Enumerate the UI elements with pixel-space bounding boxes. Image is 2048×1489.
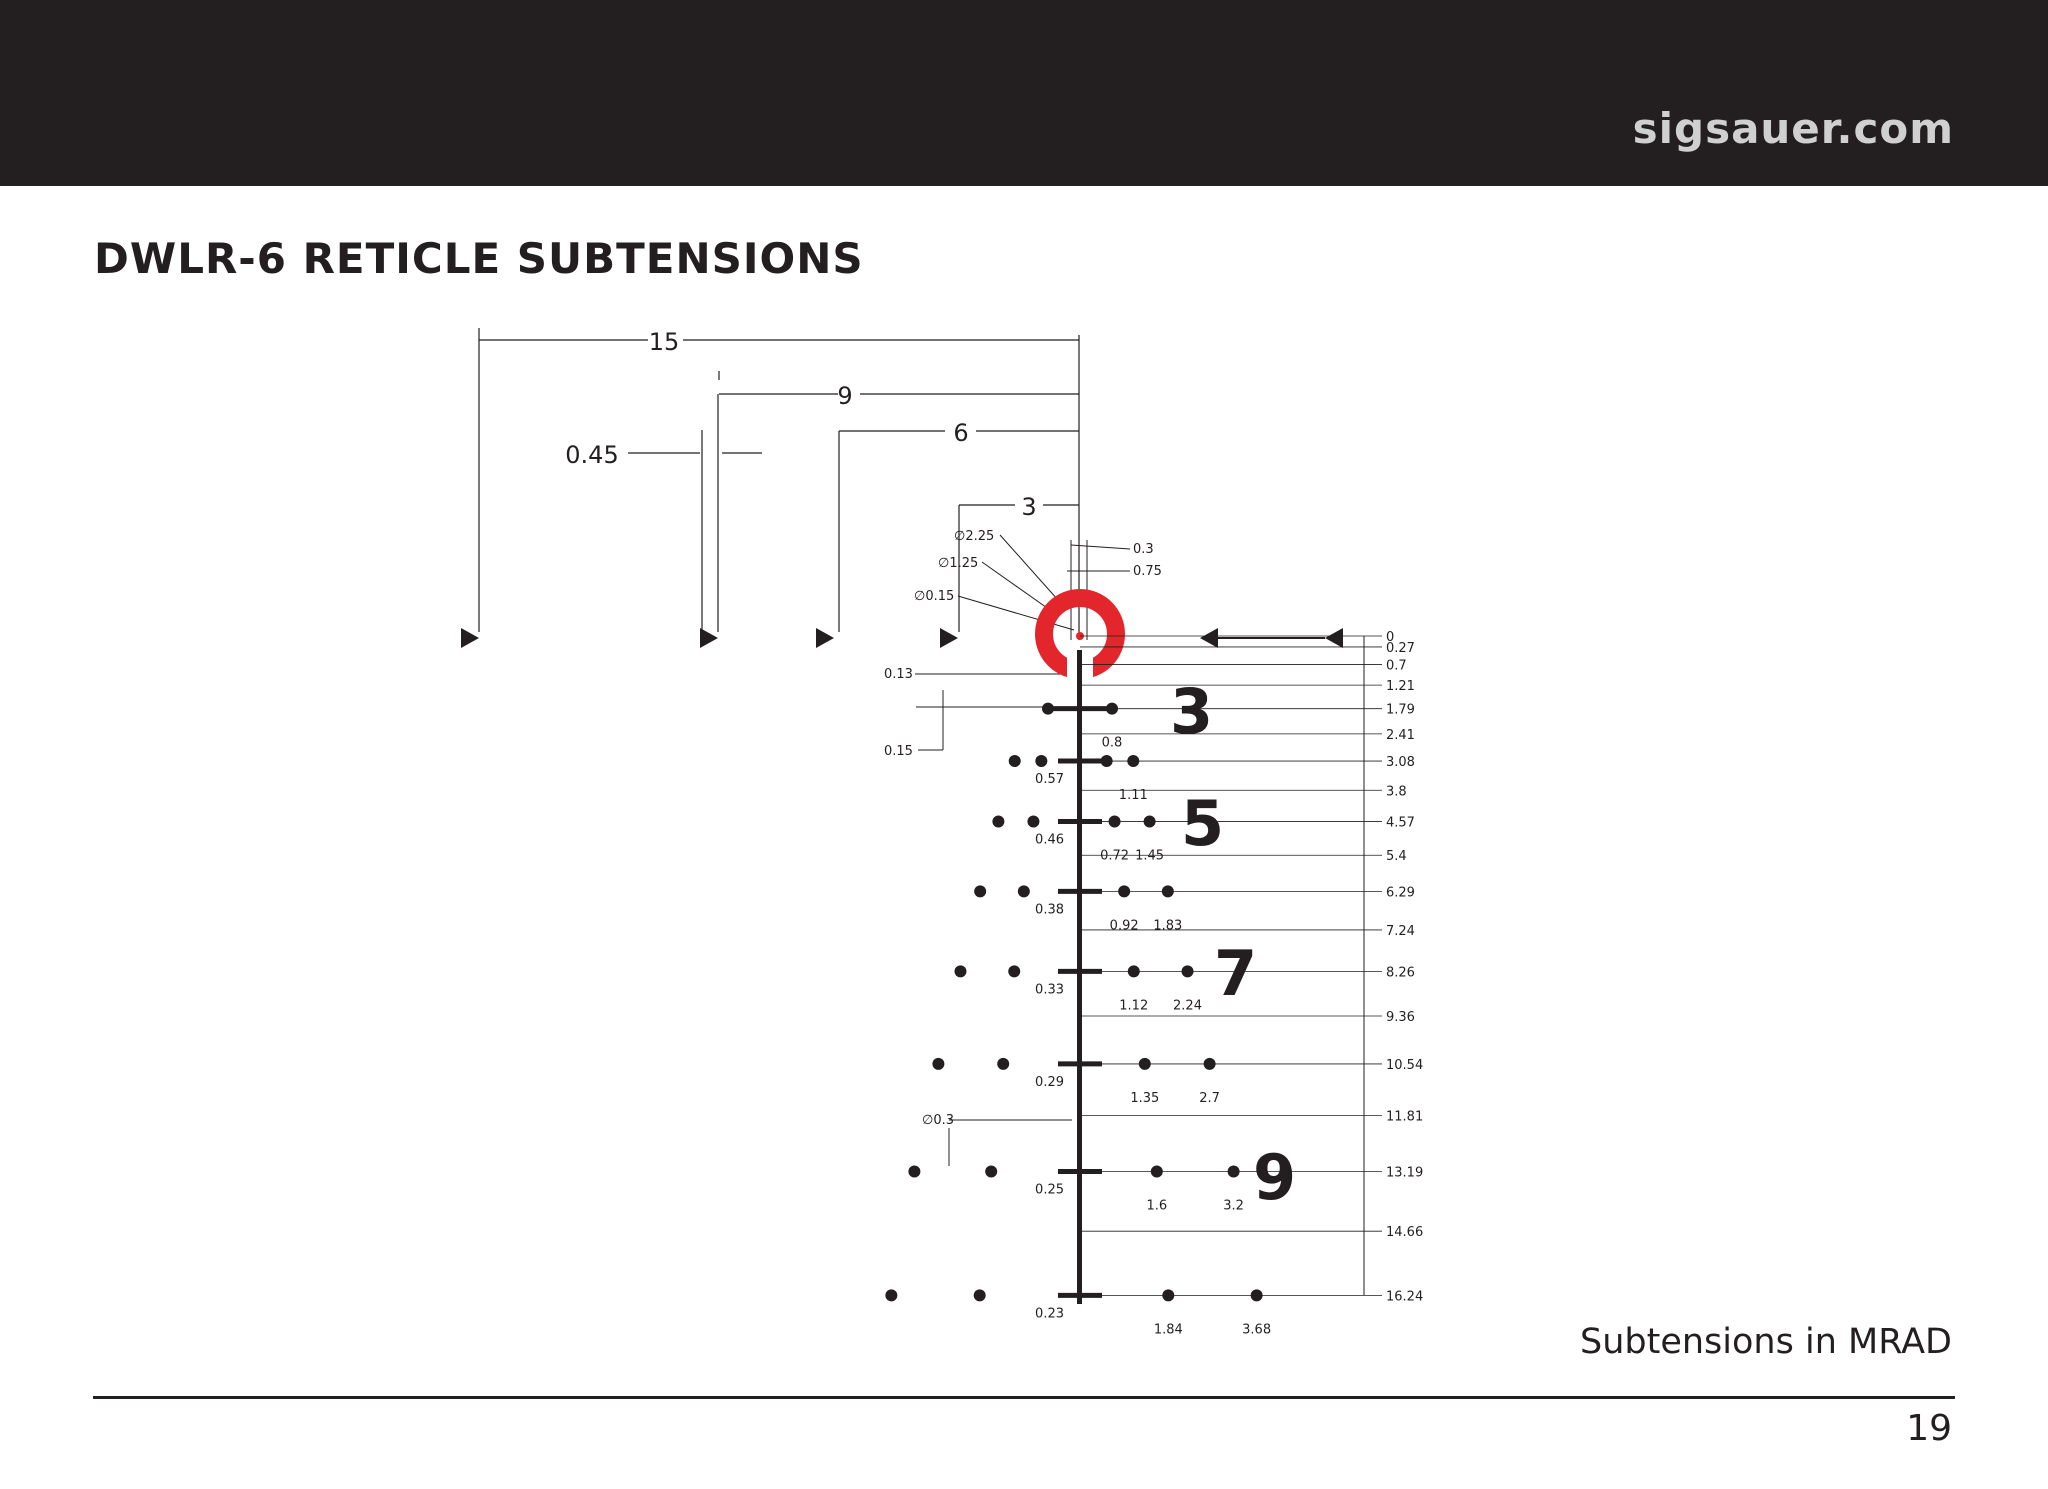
holdover-label: 5.4	[1386, 849, 1407, 865]
holdover-label: 3.8	[1386, 784, 1407, 800]
stadia-inner-label: 1.35	[1130, 1090, 1160, 1106]
ring-width-0-3: 0.3	[1133, 542, 1154, 557]
holdover-label: 16.24	[1386, 1289, 1424, 1305]
stadia-outer-label: 1.83	[1153, 918, 1183, 934]
stadia-mark-label: 0.57	[1035, 772, 1064, 788]
holdover-label: 4.57	[1386, 815, 1415, 831]
stadia-outer-label: 1.11	[1118, 788, 1148, 804]
holdover-label: 10.54	[1386, 1057, 1424, 1073]
circle-label-0-15: ∅0.15	[914, 589, 955, 604]
stadia-dot	[1128, 965, 1140, 977]
dim-15: 15	[648, 328, 680, 356]
stadia-mark-label: 0.38	[1035, 902, 1064, 918]
holdover-label: 11.81	[1386, 1109, 1424, 1125]
stadia-outer-label: 3.2	[1223, 1198, 1244, 1214]
holdover-label: 7.24	[1386, 923, 1415, 939]
stadia-mark-label: 0.29	[1035, 1074, 1064, 1090]
stadia-outer-label: 3.68	[1242, 1322, 1272, 1338]
holdover-label: 14.66	[1386, 1225, 1424, 1241]
horizontal-posts	[461, 628, 1343, 648]
stadia-row	[1042, 703, 1122, 751]
stadia-dot	[1042, 703, 1054, 715]
holdover-label: 0.7	[1386, 658, 1407, 674]
holdover-label: 0.27	[1386, 640, 1415, 656]
stadia-dot	[885, 1289, 897, 1301]
holdover-label: 0	[1386, 630, 1395, 645]
holdover-label: 8.26	[1386, 965, 1415, 981]
stadia-inner-label: 1.12	[1119, 998, 1149, 1014]
range-number-7: 7	[1214, 937, 1258, 1010]
page-title: DWLR-6 RETICLE SUBTENSIONS	[94, 234, 864, 283]
holdover-label: 2.41	[1386, 727, 1415, 743]
stadia-dot	[1204, 1058, 1216, 1070]
stadia-inner-label: 0.72	[1100, 848, 1130, 864]
range-numbers	[1170, 675, 1296, 1214]
stadia-dot	[974, 1289, 986, 1301]
stadia-dot	[1162, 885, 1174, 897]
dim-9: 9	[837, 382, 853, 410]
stadia-row	[908, 1166, 1244, 1214]
stadia-inner-label: 0.92	[1109, 918, 1139, 934]
stadia-mark-label: 0.33	[1035, 982, 1064, 998]
stadia-dot	[1106, 703, 1118, 715]
stadia-dot	[1027, 816, 1039, 828]
page-number: 19	[1906, 1408, 1952, 1449]
stadia-dot	[1008, 965, 1020, 977]
stadia-dot	[997, 1058, 1009, 1070]
dot-diameter-label: ∅0.3	[922, 1113, 954, 1128]
stadia-dot	[954, 965, 966, 977]
post-label-0-15: 0.15	[884, 744, 913, 759]
stadia-row	[885, 1289, 1271, 1337]
holdover-label: 1.79	[1386, 702, 1415, 718]
ring-width-0-75: 0.75	[1133, 564, 1162, 579]
stadia-outer-label: 2.24	[1173, 998, 1202, 1014]
stadia-row	[932, 1058, 1220, 1106]
stadia-dot	[1009, 755, 1021, 767]
units-note: Subtensions in MRAD	[1580, 1322, 1952, 1362]
stadia-dot	[1162, 1289, 1174, 1301]
site-url[interactable]: sigsauer.com	[1632, 104, 1954, 153]
stadia-mark-label: 0.46	[1035, 832, 1064, 848]
post-label-0-13: 0.13	[884, 667, 913, 682]
stadia-dot	[1018, 885, 1030, 897]
stadia-dot	[1109, 816, 1121, 828]
holdover-label: 6.29	[1386, 885, 1415, 901]
stadia-inner-label: 1.6	[1146, 1198, 1168, 1214]
stadia-dot	[1101, 755, 1113, 767]
stadia-inner-label: 0.8	[1101, 735, 1123, 751]
stadia-dot	[1118, 885, 1130, 897]
stadia-outer-label: 2.7	[1199, 1090, 1220, 1106]
dim-bar-width: 0.45	[565, 441, 619, 469]
dim-3: 3	[1021, 493, 1037, 521]
footer-divider	[93, 1396, 1955, 1399]
range-number-9: 9	[1253, 1141, 1297, 1214]
stadia-dot	[1139, 1058, 1151, 1070]
stadia-dot	[1035, 755, 1047, 767]
stadia-dot	[974, 885, 986, 897]
stadia-dot	[1228, 1166, 1240, 1178]
vertical-stem	[1077, 650, 1082, 1304]
top-dimension-labels	[565, 328, 1036, 521]
stadia-dot	[932, 1058, 944, 1070]
holdover-label: 9.36	[1386, 1010, 1415, 1026]
stadia-dot	[992, 816, 1004, 828]
stadia-mark-label: 0.23	[1035, 1306, 1064, 1322]
stadia-mark-label: 0.25	[1035, 1182, 1064, 1198]
dim-6: 6	[953, 419, 969, 447]
holdover-label: 13.19	[1386, 1165, 1424, 1181]
stadia-dot	[1251, 1289, 1263, 1301]
circle-label-1-25: ∅1.25	[938, 556, 979, 571]
stadia-dot	[1151, 1166, 1163, 1178]
stadia-inner-label: 1.84	[1153, 1322, 1183, 1338]
stadia-dot	[1182, 965, 1194, 977]
top-dimensions	[479, 328, 1079, 640]
circle-label-2-25: ∅2.25	[954, 529, 995, 544]
stadia-dot	[908, 1166, 920, 1178]
callout-leaders	[915, 535, 1130, 1166]
stadia-dot	[1144, 816, 1156, 828]
stadia-dot	[985, 1166, 997, 1178]
range-number-5: 5	[1181, 787, 1225, 860]
stadia-outer-label: 1.45	[1135, 848, 1165, 864]
stadia-dot	[1127, 755, 1139, 767]
range-number-3: 3	[1170, 675, 1214, 748]
holdover-label: 3.08	[1386, 755, 1415, 771]
holdover-label: 1.21	[1386, 679, 1415, 695]
